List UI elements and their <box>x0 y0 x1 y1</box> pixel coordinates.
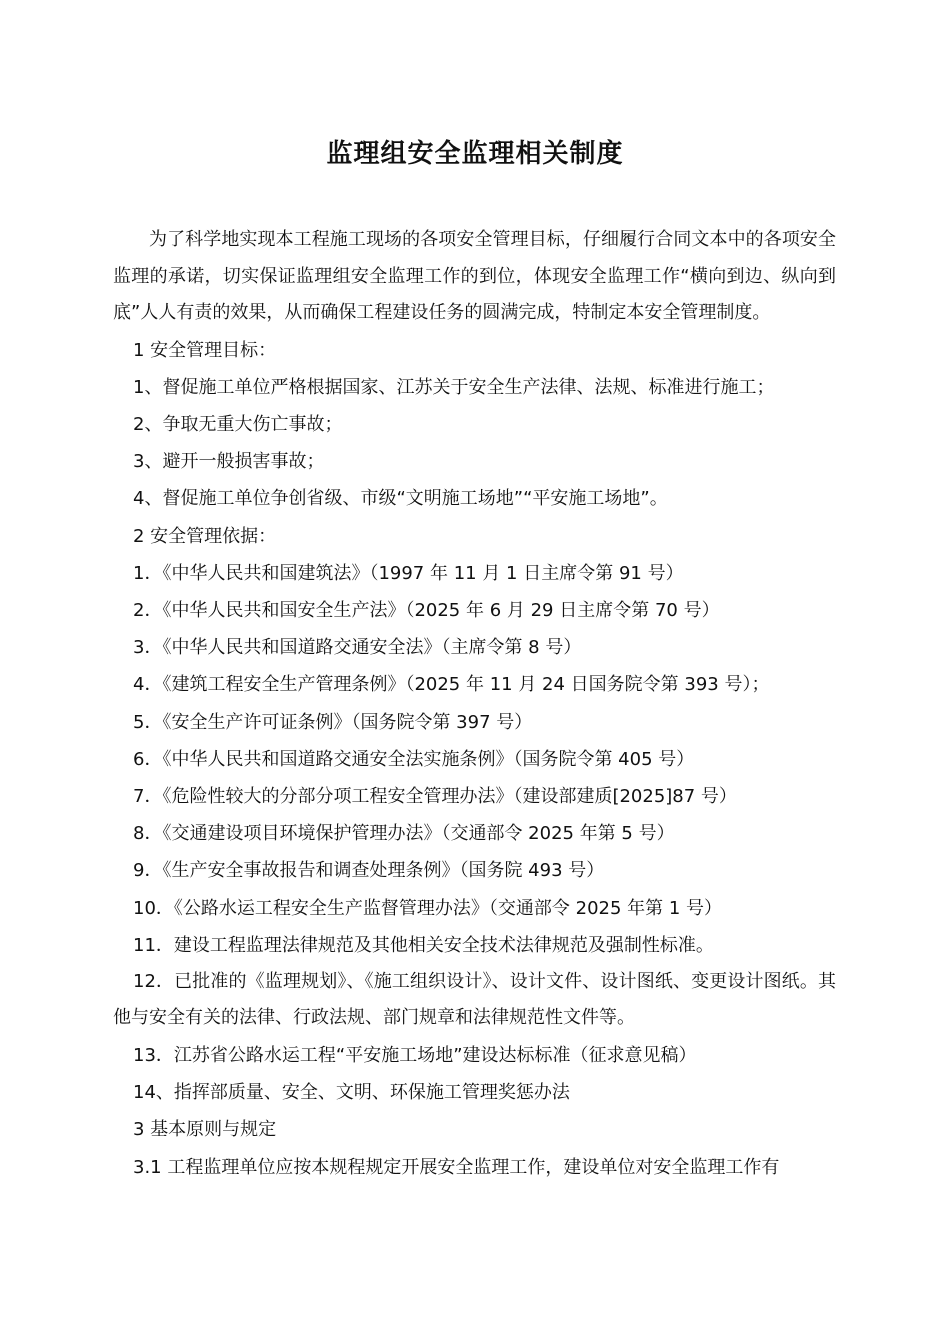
basis-item: 7．《危险性较大的分部分项工程安全管理办法》（建设部建质[2025]87 号） <box>133 785 737 807</box>
basis-item: 10．《公路水运工程安全生产监督管理办法》（交通部令 2025 年第 1 号） <box>133 897 723 919</box>
principle-item: 3.1 工程监理单位应按本规程规定开展安全监理工作，建设单位对安全监理工作有 <box>133 1156 780 1178</box>
basis-item: 11．建设工程监理法律规范及其他相关安全技术法律规范及强制性标准。 <box>133 934 714 956</box>
goal-item: 3、避开一般损害事故； <box>133 451 325 473</box>
basis-item: 12．已批准的《监理规划》、《施工组织设计》、设计文件、设计图纸、变更设计图纸。其他与安全有关的法律、行政法规、部门规章和法律规范性文件等。 <box>113 970 836 1029</box>
section-2-heading: 2 安全管理依据： <box>133 525 277 547</box>
basis-item: 2．《中华人民共和国安全生产法》（2025 年 6 月 29 日主席令第 70 号） <box>133 599 720 621</box>
goal-item: 4、督促施工单位争创省级、市级“文明施工场地”“平安施工场地”。 <box>133 488 668 510</box>
goal-item: 1、督促施工单位严格根据国家、江苏关于安全生产法律、法规、标准进行施工； <box>133 376 775 398</box>
document-title: 监理组安全监理相关制度 <box>326 139 624 169</box>
basis-item: 9．《生产安全事故报告和调查处理条例》（国务院 493 号） <box>133 860 605 882</box>
intro-paragraph: 为了科学地实现本工程施工现场的各项安全管理目标，仔细履行合同文本中的各项安全监理的承诺，切实保证监理组安全监理工作的到位，体现安全监理工作“横向到边、纵向到底”人人有责的效果，从而确保工程建设任务的圆满完成，特制定本安全管理制度。 <box>113 229 836 323</box>
section-1-heading: 1 安全管理目标： <box>133 339 277 361</box>
basis-item: 1．《中华人民共和国建筑法》（1997 年 11 月 1 日主席令第 91 号） <box>133 562 684 584</box>
basis-item: 13．江苏省公路水运工程“平安施工场地”建设达标标准（征求意见稿） <box>133 1044 697 1066</box>
basis-item: 14、指挥部质量、安全、文明、环保施工管理奖惩办法 <box>133 1082 570 1104</box>
goal-item: 2、争取无重大伤亡事故； <box>133 413 343 435</box>
basis-item: 6．《中华人民共和国道路交通安全法实施条例》（国务院令第 405 号） <box>133 748 695 770</box>
basis-item: 4．《建筑工程安全生产管理条例》（2025 年 11 月 24 日国务院令第 393 号）； <box>133 674 770 696</box>
section-3-heading: 3 基本原则与规定 <box>133 1119 277 1141</box>
basis-item: 5．《安全生产许可证条例》（国务院令第 397 号） <box>133 711 533 733</box>
basis-item: 3．《中华人民共和国道路交通安全法》（主席令第 8 号） <box>133 637 582 659</box>
basis-item: 8．《交通建设项目环境保护管理办法》（交通部令 2025 年第 5 号） <box>133 823 675 845</box>
document-body <box>113 222 836 1186</box>
